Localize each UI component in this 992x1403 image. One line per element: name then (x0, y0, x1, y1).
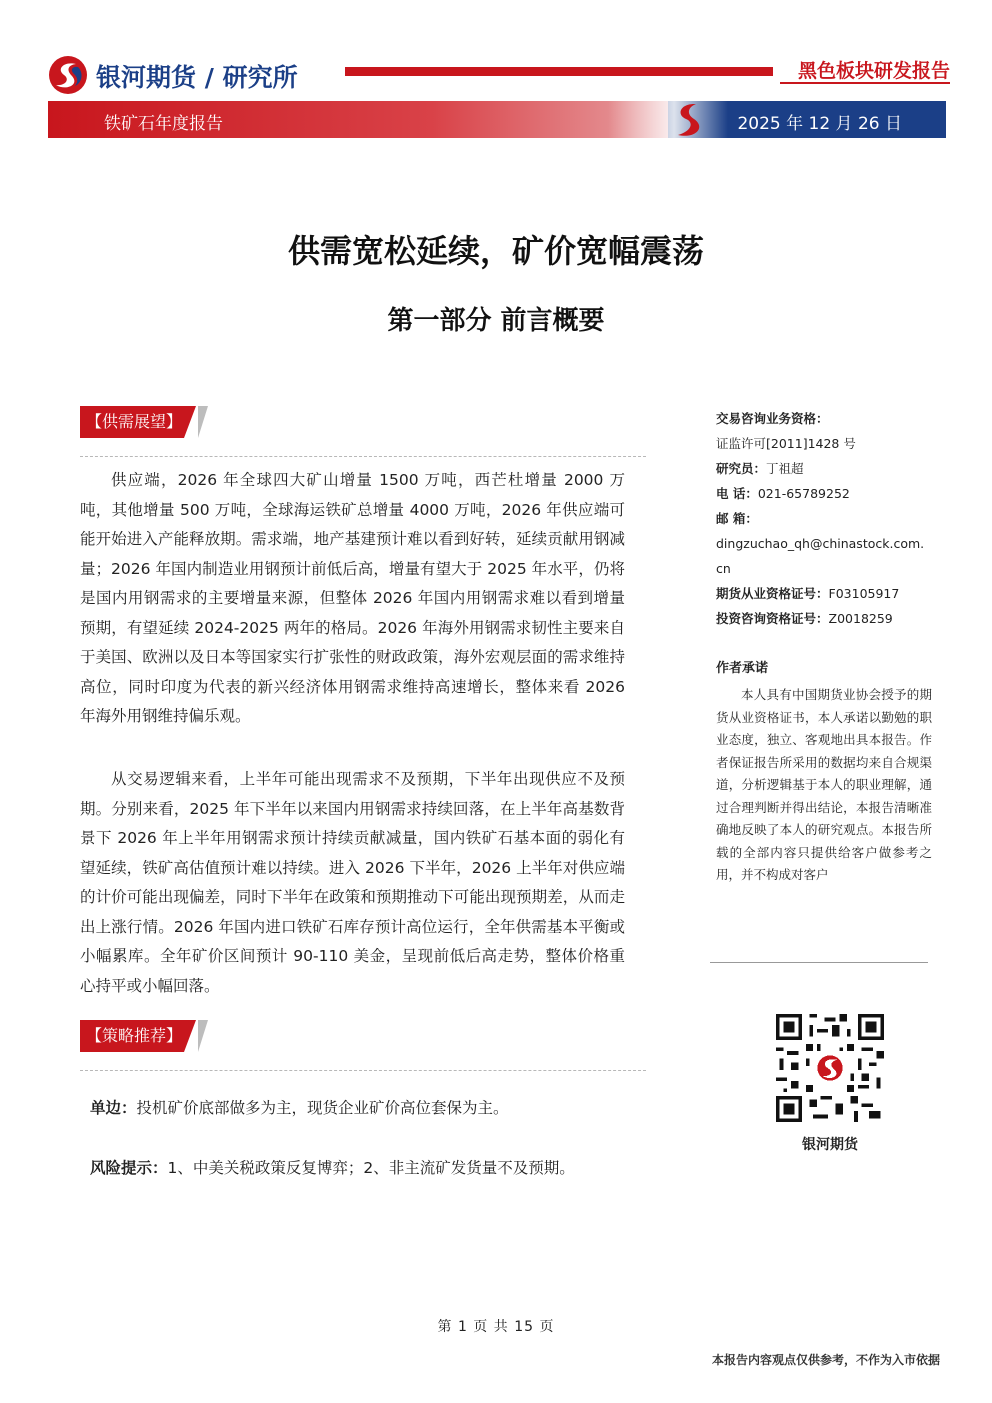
swirl-logo-icon (666, 101, 710, 138)
phone-value: 021-65789252 (757, 486, 850, 501)
footer-disclaimer: 本报告内容观点仅供参考，不作为入市依据 (711, 1353, 940, 1367)
galaxy-logo-icon (48, 55, 88, 95)
section-title: 第一部分 前言概要 (387, 306, 605, 336)
main-title: 供需宽松延续，矿价宽幅震荡 (287, 232, 704, 270)
brand-name (96, 58, 298, 94)
tag-notch (184, 406, 196, 438)
researcher-value: 丁祖超 (766, 461, 804, 476)
brand-name-text: 银河期货 (96, 63, 197, 92)
brand-unit: 研究所 (222, 63, 298, 92)
phone-label: 电 话： (716, 486, 758, 501)
series-title: 黑色板块研发报告 (797, 60, 950, 82)
tag-notch (184, 1020, 196, 1052)
report-date: 2025 年 12 月 26 日 (737, 114, 902, 134)
strategy-tag (80, 1020, 646, 1052)
supply-demand-paragraph-2: 从交易逻辑来看，上半年可能出现需求不及预期，下半年出现供应不及预期。分别来看，2025 年下半年以来国内用钢需求持续回落，在上半年高基数背景下 2026 年上半年用钢需求预计持续贡献减量，国内铁矿石基本面的弱化有望延续，铁矿高估值预计难以持续。进入 2026 下半年，2026 上半年对供应端的计价可能出现偏差，同时下半年在政策和预期推动下可能出现预期差，从而走出上涨行情。2026 年国内进口铁矿石库存预计高位运行，全年供需基本平衡或小幅累库。全年矿价区间预计 90-110 美金，呈现前低后高走势，整体价格重心持平或小幅回落。 (80, 770, 625, 995)
report-type: 铁矿石年度报告 (104, 114, 223, 134)
page-number: 第 1 页 共 15 页 (437, 1319, 555, 1335)
qualification-value: 证监许可[2011]1428 号 (716, 436, 856, 451)
analyst-info (716, 406, 936, 631)
sidebar-divider (710, 962, 928, 963)
qualification-label: 交易咨询业务资格： (716, 411, 829, 426)
header-red-line (345, 67, 773, 76)
risk-label: 风险提示： (90, 1159, 168, 1177)
email-label: 邮 箱： (716, 511, 758, 526)
supply-demand-tag (80, 406, 646, 438)
invest-cert-value: Z0018259 (828, 611, 893, 626)
risk-text: 1、中美关税政策反复博弈；2、非主流矿发货量不及预期。 (167, 1159, 575, 1177)
header-band (48, 101, 946, 138)
promise-title: 作者承诺 (716, 661, 769, 676)
strategy-risk (90, 1156, 650, 1180)
email-value: dingzuchao_qh@chinastock.com.cn (716, 536, 925, 576)
brand-slash: / (196, 63, 223, 92)
series-title-underline (780, 82, 950, 84)
qr-label: 银河期货 (802, 1137, 858, 1153)
tag-accent (198, 406, 208, 438)
strategy-label: 单边： (90, 1099, 137, 1117)
strategy-unilateral (90, 1096, 650, 1120)
promise-text: 本人具有中国期货业协会授予的期货从业资格证书，本人承诺以勤勉的职业态度，独立、客观地出具本报告。作者保证报告所采用的数据均来自合规渠道，分析逻辑基于本人的职业理解，通过合理判断并得出结论，本报告清晰准确地反映了本人的研究观点。本报告所载的全部内容只提供给客户做参考之用，并不构成对客户 (716, 687, 932, 882)
futures-cert-value: F03105917 (828, 586, 900, 601)
qr-code-icon (776, 1014, 884, 1122)
strategy-text: 投机矿价底部做多为主，现货企业矿价高位套保为主。 (136, 1099, 509, 1117)
supply-demand-paragraph-1: 供应端，2026 年全球四大矿山增量 1500 万吨，西芒杜增量 2000 万吨，其他增量 500 万吨，全球海运铁矿总增量 4000 万吨，2026 年供应端可能开始进入产能释放期。需求端，地产基建预计难以看到好转，延续贡献用钢减量；2026 年国内制造业用钢预计前低后高，增量有望大于 2025 年水平，仍将是国内用钢需求的主要增量来源，但整体 2026 年国内用钢需求难以看到增量预期，有望延续 2024-2025 两年的格局。2026 年海外用钢需求韧性主要来自于美国、欧洲以及日本等国家实行扩张性的财政政策，海外宏观层面的需求维持高位，同时印度为代表的新兴经济体用钢需求维持高速增长，整体来看 2026 年海外用钢维持偏乐观。 (80, 471, 625, 725)
invest-cert-label: 投资咨询资格证号： (716, 611, 829, 626)
tag-accent (198, 1020, 208, 1052)
tag-divider (80, 1070, 646, 1072)
futures-cert-label: 期货从业资格证号： (716, 586, 829, 601)
tag-label: 【供需展望】 (80, 406, 184, 438)
tag-label: 【策略推荐】 (80, 1020, 184, 1052)
tag-divider (80, 456, 646, 458)
researcher-label: 研究员： (716, 461, 767, 476)
